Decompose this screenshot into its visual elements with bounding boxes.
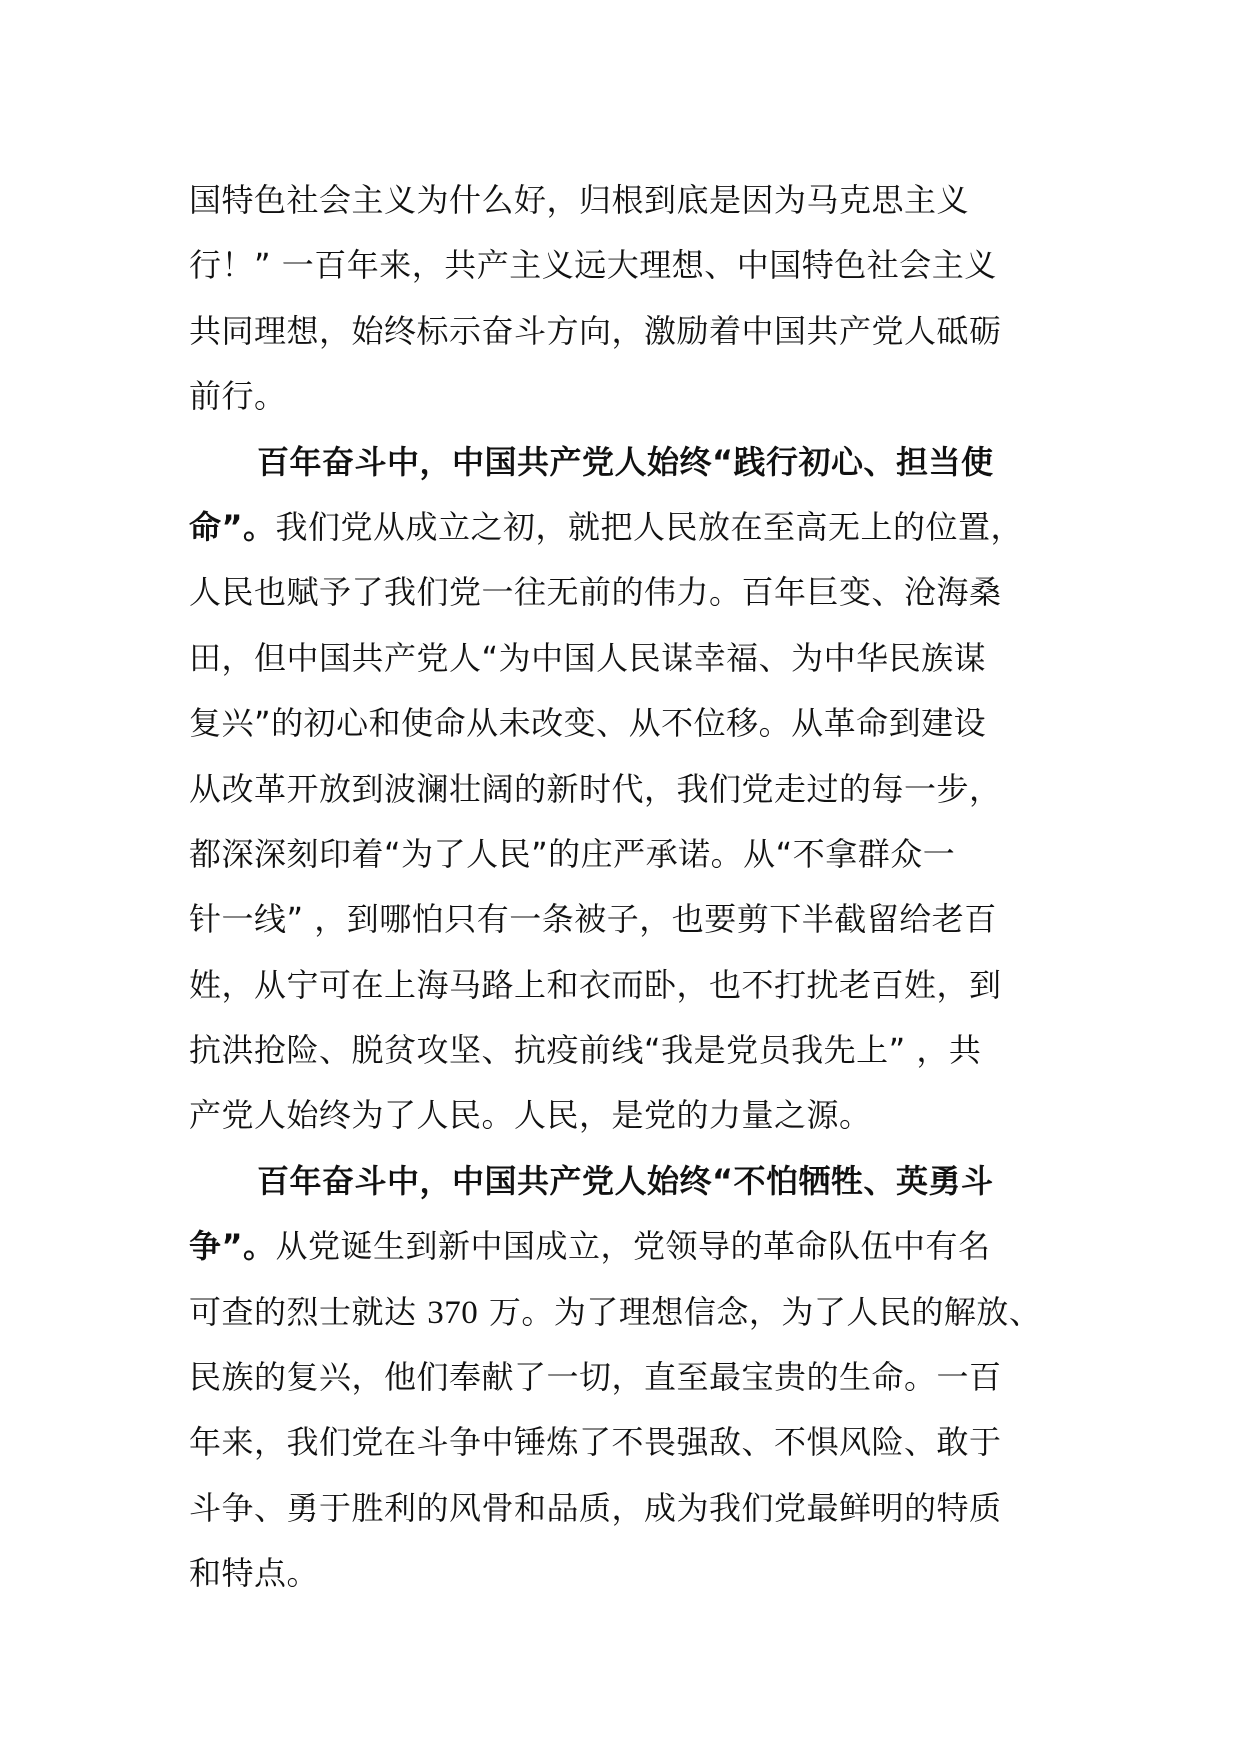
paragraph-line (189, 233, 1069, 298)
line-text: 共同理想，始终标示奋斗方向，激励着中国共产党人砥砺 (189, 311, 1002, 350)
paragraph-line (189, 1018, 1069, 1083)
line-text: 年来，我们党在斗争中锤炼了不畏强敌、不惧风险、敢于 (189, 1423, 1002, 1462)
line-text: 从改革开放到波澜壮阔的新时代，我们党走过的每一步， (189, 769, 1002, 808)
line-text: 民族的复兴，他们奉献了一切，直至最宝贵的生命。一百 (189, 1358, 1002, 1397)
document-body (189, 168, 1069, 1607)
paragraph-line (189, 757, 1069, 822)
paragraph-heading-line (189, 1149, 1069, 1214)
line-text: 行！” 一百年来，共产主义远大理想、中国特色社会主义 (189, 246, 997, 285)
paragraph-line (189, 1410, 1069, 1475)
paragraph-line (189, 1541, 1069, 1606)
paragraph-line (189, 1214, 1069, 1279)
line-text: 针一线” ，到哪怕只有一条被子，也要剪下半截留给老百 (189, 900, 997, 939)
paragraph-line (189, 168, 1069, 233)
paragraph-line (189, 495, 1069, 560)
line-text: 姓，从宁可在上海马路上和衣而卧，也不打扰老百姓，到 (189, 965, 1002, 1004)
line-text: 前行。 (189, 377, 287, 416)
line-text: 和特点。 (189, 1554, 320, 1593)
line-text: 可查的烈士就达 (189, 1292, 428, 1331)
line-text: 人民也赋予了我们党一往无前的伟力。百年巨变、沧海桑 (189, 573, 1002, 612)
line-text: 我们党从成立之初，就把人民放在至高无上的位置， (275, 507, 1024, 546)
paragraph-line (189, 560, 1069, 625)
paragraph-line (189, 299, 1069, 364)
line-text: 抗洪抢险、脱贫攻坚、抗疫前线“我是党员我先上” ，共 (189, 1031, 982, 1070)
martyr-count-number: 370 (427, 1294, 479, 1331)
paragraph-line (189, 626, 1069, 691)
paragraph-heading-line (189, 430, 1069, 495)
bold-heading-text: 争”。 (189, 1227, 276, 1266)
line-text: 从党诞生到新中国成立，党领导的革命队伍中有名 (275, 1227, 991, 1266)
line-text: 国特色社会主义为什么好，归根到底是因为马克思主义 (189, 181, 970, 219)
line-text: 田，但中国共产党人“为中国人民谋幸福、为中华民族谋 (189, 638, 987, 677)
paragraph-line (189, 364, 1069, 429)
paragraph-line (189, 953, 1069, 1018)
paragraph-line (189, 1345, 1069, 1410)
line-text: 万。为了理想信念，为了人民的解放、 (478, 1292, 1042, 1331)
line-text: 斗争、勇于胜利的风骨和品质，成为我们党最鲜明的特质 (189, 1488, 1002, 1527)
line-text: 复兴”的初心和使命从未改变、从不位移。从革命到建设 (189, 704, 987, 743)
bold-heading-text: 命”。 (189, 507, 276, 546)
bold-heading-text: 百年奋斗中，中国共产党人始终“践行初心、担当使 (257, 442, 994, 481)
line-text: 都深深刻印着“为了人民”的庄严承诺。从“不拿群众一 (189, 834, 956, 873)
paragraph-line (189, 887, 1069, 952)
bold-heading-text: 百年奋斗中，中国共产党人始终“不怕牺牲、英勇斗 (257, 1161, 994, 1200)
paragraph-line (189, 1476, 1069, 1541)
paragraph-line (189, 822, 1069, 887)
paragraph-line (189, 691, 1069, 756)
paragraph-line (189, 1083, 1069, 1148)
paragraph-line (189, 1280, 1069, 1345)
line-text: 产党人始终为了人民。人民，是党的力量之源。 (189, 1096, 872, 1135)
